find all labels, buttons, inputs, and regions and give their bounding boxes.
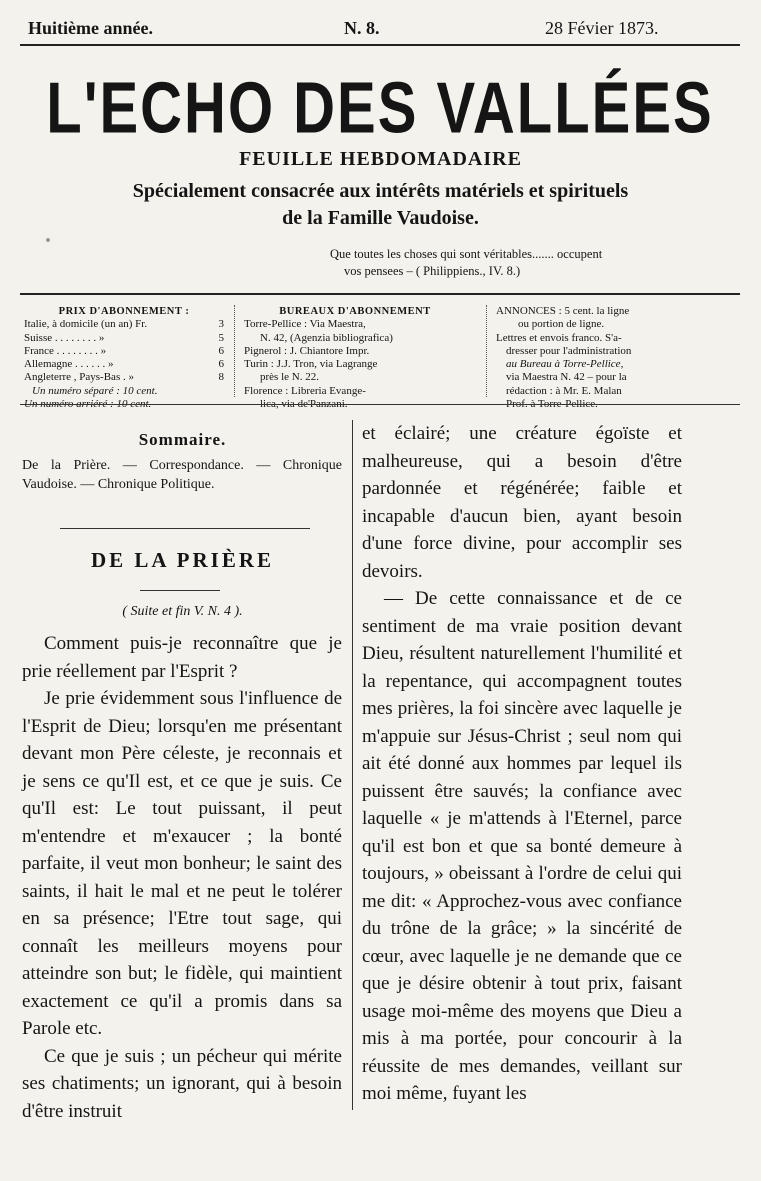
- announce-line: rédaction : à Mr. E. Malan: [506, 384, 622, 397]
- office-line: Florence : Libreria Evange-: [244, 384, 366, 397]
- purpose-line-1: Spécialement consacrée aux intérêts matériels et spirituels: [132, 180, 629, 202]
- price-row: Suisse . . . . . . . . » 5: [24, 331, 224, 344]
- epigraph-line-1: Que toutes les choses qui sont véritables....... occupent: [330, 247, 603, 261]
- column-divider: [352, 420, 353, 1110]
- box-divider: [234, 305, 235, 397]
- article-subtitle: ( Suite et fin V. N. 4 ).: [122, 604, 243, 619]
- office-line: lica, via de'Panzani.: [260, 398, 348, 411]
- announce-line: Prof. à Torre-Pellice.: [506, 398, 598, 411]
- offices-heading: BUREAUX D'ABONNEMENT: [279, 306, 431, 317]
- paragraph: et éclairé; une créature égoïste et malheureuse, qui a besoin d'être pardonnée et régénérée; faible et incapable d'aucun bien, ayant besoin d'une force divine, pour accomplir ses devoirs.: [362, 423, 682, 582]
- info-bottom-rule: [20, 404, 740, 405]
- announce-line: via Maestra N. 42 – pour la: [506, 371, 627, 384]
- article-column-left: [22, 630, 342, 1125]
- info-top-rule: [20, 293, 740, 295]
- price-row: Italie, à domicile (un an) Fr. 3: [24, 318, 224, 331]
- announce-line: ANNONCES : 5 cent. la ligne: [496, 305, 630, 317]
- sommaire-text: De la Prière. — Correspondance. — Chronique Vaudoise. — Chronique Politique.: [22, 458, 342, 492]
- epigraph-line-2: vos pensees – ( Philippiens., IV. 8.): [344, 264, 521, 278]
- epigraph: [330, 246, 750, 280]
- issue-date: 28 Févier 1873.: [545, 18, 659, 38]
- subscription-offices: [244, 305, 466, 411]
- office-line: Turin : J.J. Tron, via Lagrange: [244, 358, 378, 371]
- subscription-prices: [24, 305, 224, 411]
- article-column-right: [362, 420, 682, 1108]
- announce-line: Lettres et envois franco. S'a-: [496, 331, 622, 344]
- office-line: Torre-Pellice : Via Maestra,: [244, 318, 366, 331]
- announce-line: dresser pour l'administration: [506, 344, 632, 357]
- sommaire-title: Sommaire.: [138, 430, 227, 449]
- announce-line: ou portion de ligne.: [518, 318, 605, 331]
- price-row: Angleterre , Pays-Bas . » 8: [24, 371, 224, 384]
- purpose-line-2: de la Famille Vaudoise.: [282, 207, 479, 229]
- newspaper-title: L'ECHO DES VALLÉES: [46, 67, 714, 149]
- announce-line: au Bureau à Torre-Pellice,: [506, 358, 624, 371]
- newspaper-subtitle: FEUILLE HEBDOMADAIRE: [239, 148, 522, 170]
- paragraph: Je prie évidemment sous l'influence de l'Esprit de Dieu; lorsqu'en me présentant devant mon Père céleste, je reconnais et je sens ce qu'Il est, et ce que je suis. Ce qu'Il est: Le tout puissant, il peut m'entendre et m'exaucer ; la bonté parfaite, il veut mon bonheur; le saint des saints, il hait le mal et ne peut le tolérer en sa présence; l'Etre tout sage, qui connaît les meilleurs moyens pour atteindre son but; le fidèle, qui maintient exactement ce qu'il a promis dans sa Parole etc.: [22, 688, 342, 1039]
- ink-speck: [46, 238, 50, 242]
- title-underline: [140, 590, 220, 591]
- paragraph: Comment puis-je reconnaître que je prie réellement par l'Esprit ?: [22, 633, 342, 682]
- announcements: [496, 305, 736, 411]
- section-rule: [60, 528, 310, 529]
- office-line: N. 42, (Agenzia bibliografica): [260, 331, 393, 344]
- single-issue-price: Un numéro séparé : 10 cent.: [32, 384, 158, 397]
- back-issue-price: Un numéro arriéré : 10 cent.: [24, 398, 152, 411]
- article-title: DE LA PRIÈRE: [90, 548, 275, 572]
- year-label: Huitième année.: [28, 18, 153, 38]
- top-rule: [20, 44, 740, 46]
- paragraph: — De cette connaissance et de ce sentiment de ma vraie position devant Dieu, résultent naturellement l'humilité et la repentance, qui accompagnent toutes mes prières, la foi sincère avec laquelle je m'appuie sur Jésus-Christ ; seul nom qui ait été donné aux hommes par lequel ils puissent être sauvés; la confiance avec laquelle « je m'attends à l'Eternel, parce qu'il est bon et que sa bonté demeure à toujours, » obeissant à l'ordre de celui qui me dit: « Approchez-vous avec confiance du trône de la grâce; » la sincérité de cœur, avec laquelle je ne demande que ce que je désire obtenir à tout prix, faisant usage moi-même des moyens que Dieu a mis à ma portée, pour concourir à la réussite de mes demandes, veillant sur moi même, fuyant les: [362, 588, 682, 1104]
- issue-number: N. 8.: [344, 18, 380, 38]
- box-divider: [486, 305, 487, 397]
- prices-heading: PRIX D'ABONNEMENT :: [58, 306, 190, 317]
- price-row: France . . . . . . . . » 6: [24, 344, 224, 357]
- office-line: Pignerol : J. Chiantore Impr.: [244, 344, 370, 357]
- office-line: près le N. 22.: [260, 371, 319, 384]
- price-row: Allemagne . . . . . . » 6: [24, 358, 224, 371]
- paragraph: Ce que je suis ; un pécheur qui mérite ses chatiments; un ignorant, qui à besoin d'être instruit: [22, 1045, 342, 1122]
